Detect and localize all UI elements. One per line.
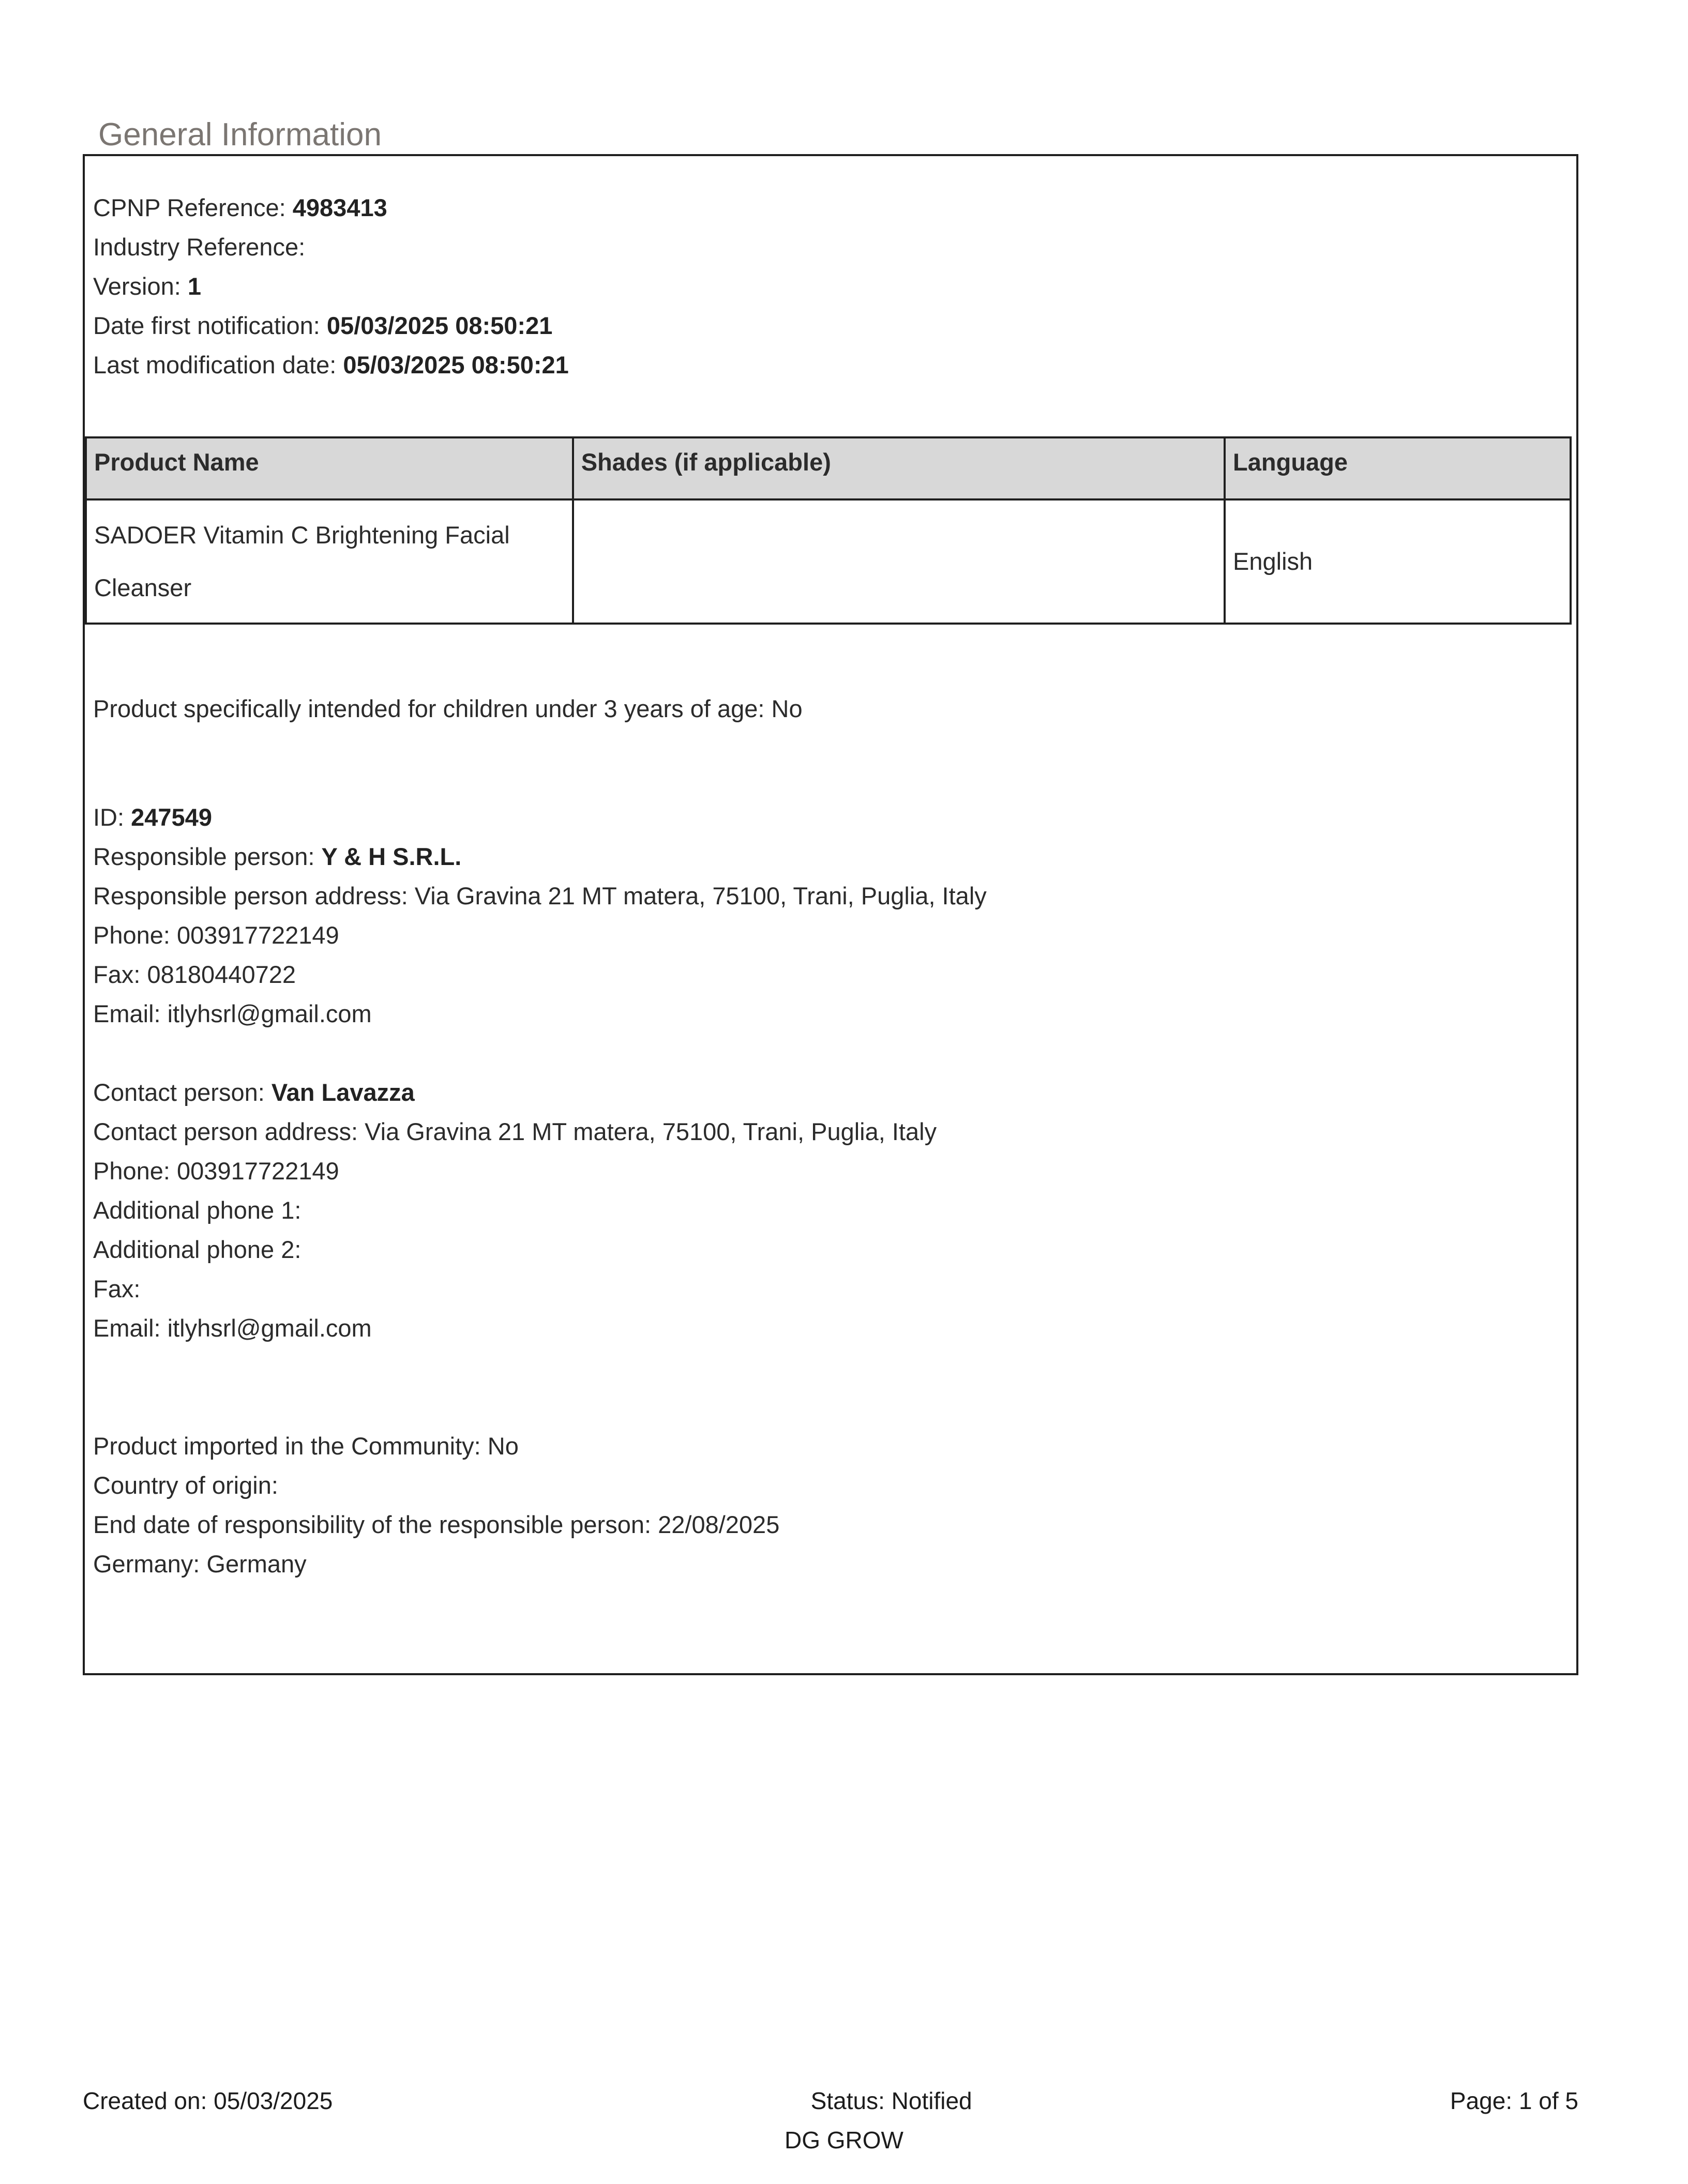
- field-label: ID:: [93, 803, 131, 831]
- page-title: General Information: [98, 117, 382, 153]
- field-end-date-responsibility: End date of responsibility of the responsible person: 22/08/2025: [93, 1511, 780, 1538]
- page-footer: [83, 2081, 1578, 2120]
- product-name-table: [85, 436, 1572, 625]
- contact-person-block: [85, 1073, 1576, 1348]
- notification-reference-block: [85, 188, 1576, 385]
- field-additional-phone-1: Additional phone 1:: [93, 1196, 302, 1224]
- field-label: Date first notification:: [93, 312, 327, 339]
- field-responsible-person: [93, 837, 1556, 876]
- field-value: 05/03/2025 08:50:21: [326, 312, 553, 339]
- footer-page-number: Page: 1 of 5: [1450, 2087, 1578, 2114]
- footer-organisation: DG GROW: [785, 2127, 903, 2153]
- field-contact-email: Email: itlyhsrl@gmail.com: [93, 1314, 372, 1342]
- field-product-imported: Product imported in the Community: No: [93, 1432, 519, 1460]
- field-responsible-fax: Fax: 08180440722: [93, 961, 296, 988]
- field-label: Responsible person:: [93, 843, 322, 870]
- column-header-shades: Shades (if applicable): [573, 437, 1225, 499]
- field-value: 4983413: [292, 194, 387, 221]
- import-info-block: [85, 1427, 1576, 1584]
- children-intended-block: [85, 689, 1576, 729]
- general-information-panel: [83, 154, 1578, 1675]
- table-header-row: [86, 437, 1571, 499]
- responsible-person-block: [85, 798, 1576, 1034]
- field-responsible-person-address: Responsible person address: Via Gravina 21 MT matera, 75100, Trani, Puglia, Italy: [93, 882, 987, 909]
- field-value: 05/03/2025 08:50:21: [343, 351, 569, 378]
- cell-product-name: SADOER Vitamin C Brightening Facial Cleanser: [86, 499, 573, 624]
- field-label: Industry Reference:: [93, 233, 306, 261]
- field-last-modification-date: [93, 345, 1556, 385]
- field-id: [93, 798, 1556, 837]
- field-label: Version:: [93, 272, 188, 300]
- field-cpnp-reference: [93, 188, 1556, 228]
- field-label: Last modification date:: [93, 351, 343, 378]
- field-value: Y & H S.R.L.: [321, 843, 462, 870]
- field-children-under-3: Product specifically intended for children under 3 years of age: No: [93, 695, 803, 722]
- field-contact-fax: Fax:: [93, 1275, 141, 1302]
- field-label: Contact person:: [93, 1079, 272, 1106]
- field-value: Van Lavazza: [271, 1079, 415, 1106]
- field-industry-reference: [93, 228, 1556, 267]
- field-contact-phone: Phone: 003917722149: [93, 1157, 339, 1185]
- field-contact-person-address: Contact person address: Via Gravina 21 MT matera, 75100, Trani, Puglia, Italy: [93, 1118, 937, 1145]
- column-header-product-name: Product Name: [86, 437, 573, 499]
- column-header-language: Language: [1225, 437, 1571, 499]
- field-contact-person: [93, 1073, 1556, 1112]
- field-additional-phone-2: Additional phone 2:: [93, 1236, 302, 1263]
- field-label: CPNP Reference:: [93, 194, 293, 221]
- field-value: 1: [187, 272, 202, 300]
- footer-created-on: Created on: 05/03/2025: [83, 2087, 333, 2114]
- field-value: 247549: [131, 803, 212, 831]
- footer-status: Status: Notified: [810, 2087, 972, 2114]
- table-row: [86, 499, 1571, 624]
- cell-language: English: [1225, 499, 1571, 624]
- cell-shades: [573, 499, 1225, 624]
- field-responsible-phone: Phone: 003917722149: [93, 921, 339, 949]
- field-country-of-origin: Country of origin:: [93, 1472, 278, 1499]
- field-version: [93, 267, 1556, 306]
- field-responsible-email: Email: itlyhsrl@gmail.com: [93, 1000, 372, 1027]
- field-date-first-notification: [93, 306, 1556, 345]
- field-germany: Germany: Germany: [93, 1550, 307, 1578]
